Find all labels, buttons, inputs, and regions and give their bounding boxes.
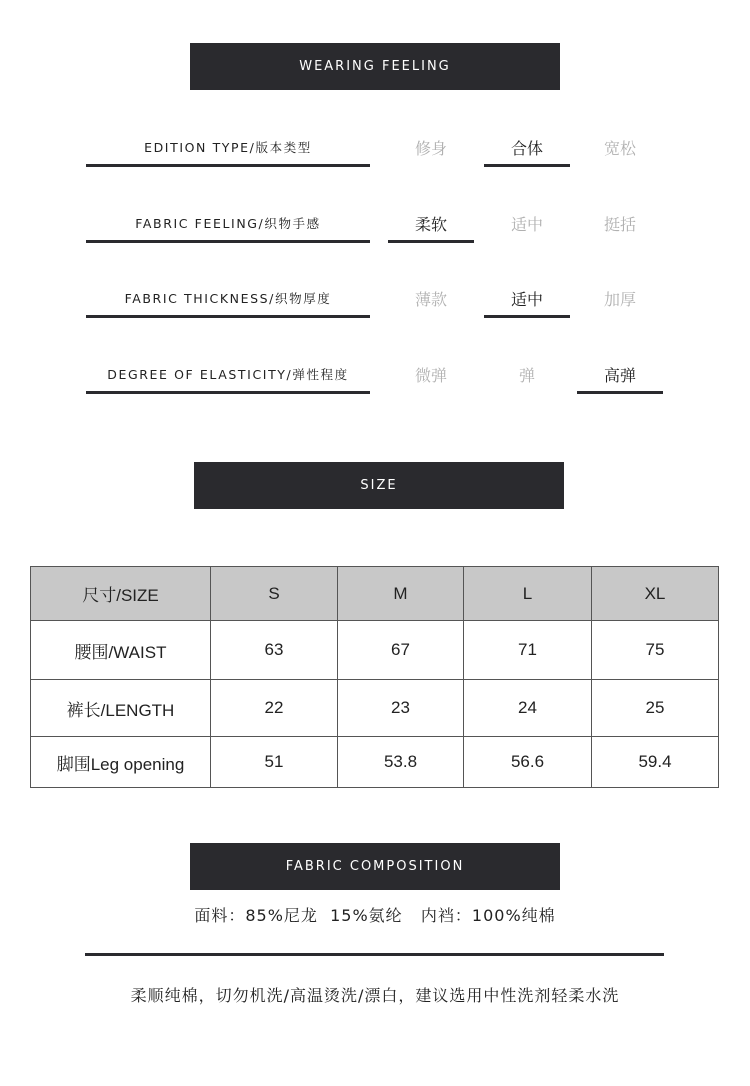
wearing-feeling-banner <box>190 43 560 90</box>
table-cell: 裤长/LENGTH <box>31 680 211 737</box>
feel-row-fabric-feeling <box>0 206 750 266</box>
table-cell: 67 <box>338 621 464 680</box>
feel-option: 加厚 <box>603 289 636 309</box>
header-cell: L <box>464 567 592 621</box>
wearing-feeling-title: WEARING FEELING <box>299 59 451 74</box>
feel-option: 适中 <box>510 214 543 234</box>
feel-row-elasticity <box>0 357 750 417</box>
table-cell: 53.8 <box>338 737 464 788</box>
table-cell: 22 <box>211 680 338 737</box>
feel-option: 薄款 <box>414 289 447 309</box>
size-table <box>30 566 719 788</box>
fabric-composition-banner <box>190 843 560 890</box>
table-row <box>31 680 719 737</box>
feel-option: 柔软 <box>388 206 474 243</box>
table-cell: 24 <box>464 680 592 737</box>
feel-row-fabric-thickness <box>0 281 750 341</box>
feel-option: 适中 <box>484 281 570 318</box>
feel-option: 合体 <box>484 130 570 167</box>
feel-option: 宽松 <box>603 138 636 158</box>
header-cell: M <box>338 567 464 621</box>
table-cell: 59.4 <box>592 737 719 788</box>
size-table-header <box>31 567 719 621</box>
header-cell: S <box>211 567 338 621</box>
feel-label: DEGREE OF ELASTICITY/弹性程度 <box>86 357 370 394</box>
feel-option: 高弹 <box>577 357 663 394</box>
feel-label: FABRIC THICKNESS/织物厚度 <box>86 281 370 318</box>
feel-label: EDITION TYPE/版本类型 <box>86 130 370 167</box>
header-cell: 尺寸/SIZE <box>31 567 211 621</box>
table-cell: 51 <box>211 737 338 788</box>
table-cell: 71 <box>464 621 592 680</box>
feel-option: 挺括 <box>603 214 636 234</box>
table-cell: 腰围/WAIST <box>31 621 211 680</box>
table-cell: 25 <box>592 680 719 737</box>
fabric-composition-title: FABRIC COMPOSITION <box>285 859 465 874</box>
size-banner <box>194 462 564 509</box>
table-cell: 脚围Leg opening <box>31 737 211 788</box>
divider <box>85 953 664 956</box>
feel-label: FABRIC FEELING/织物手感 <box>86 206 370 243</box>
care-instructions: 柔顺纯棉，切勿机洗/高温烫洗/漂白，建议选用中性洗剂轻柔水洗 <box>130 986 620 1005</box>
table-row <box>31 621 719 680</box>
feel-option: 弹 <box>518 365 535 385</box>
table-cell: 56.6 <box>464 737 592 788</box>
feel-option: 修身 <box>414 138 447 158</box>
table-cell: 23 <box>338 680 464 737</box>
table-cell: 75 <box>592 621 719 680</box>
table-row <box>31 737 719 788</box>
table-cell: 63 <box>211 621 338 680</box>
size-title: SIZE <box>360 478 398 493</box>
feel-row-edition-type <box>0 130 750 190</box>
header-cell: XL <box>592 567 719 621</box>
feel-option: 微弹 <box>414 365 447 385</box>
fabric-composition-text: 面料：85%尼龙 15%氨纶 内裆：100%纯棉 <box>194 906 556 925</box>
